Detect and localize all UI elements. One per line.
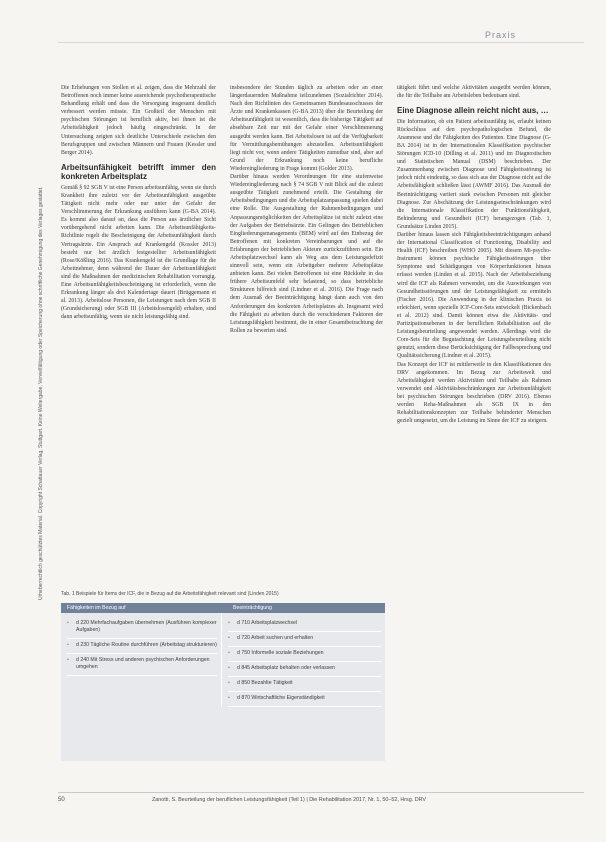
table-caption: Tab. 1 Beispiele für Items der ICF, die in Bezug auf die Arbeitsfähigkeit relevant sind (Linden 2015) bbox=[61, 591, 279, 597]
bullet-icon: • bbox=[228, 635, 230, 641]
section-heading: Eine Diagnose allein reicht nicht aus, … bbox=[397, 106, 549, 116]
bullet-icon: • bbox=[228, 620, 230, 626]
bullet-icon: • bbox=[228, 680, 230, 686]
paragraph: Darüber hinaus lassen sich Fähigkeitsbeeinträchtigungen anhand der International Classification of Functioning, Disability and Health (ICF) beschreiben (WHO 2005). Mit diesem Mi-psycho-Instrument können psychische Fähigkeitsstörungen über Symptome und Schädigungen von Körperfunktionen hinaus erfasst werden (Linden et al. 2015). Nach der Arbeitsbeziehung wird die ICF als Rahmen verwendet, um die Auswirkungen von Gesundheitsstörungen und der Leistungsfähigkeit zu ermitteln (Fischer 2016). Die Anwendung in der klinischen Praxis ist erleichtert, wenn spezielle ICF-Core-Sets entwickelt (Bickenbach et al. 2012) sind. Damit können etwa die Aktivitäts- und Partizipationsebenen in der beruflichen Rehabilitation auf die Leistungsbeurteilung angewendet werden. Allerdings wird die Core-Sets für die Begutachtung der Leistungsbeurteilung nicht genutzt, sondern diese Berücksichtigung der Fallbesprechung und Qualitätssicherung (Lindner et al. 2015). bbox=[397, 232, 551, 360]
column-1 bbox=[61, 84, 216, 484]
footer-divider bbox=[58, 792, 584, 793]
table-row bbox=[228, 662, 381, 677]
column-2 bbox=[230, 84, 383, 482]
table-header-right: Beeinträchtigung bbox=[233, 605, 272, 611]
table-cell: d 220 Mehrfachaufgaben übernehmen (Ausführen komplexer Aufgaben) bbox=[76, 620, 217, 633]
table-row bbox=[228, 692, 381, 707]
table-body bbox=[61, 613, 385, 707]
page-number: 50 bbox=[58, 797, 65, 803]
table-column-left bbox=[61, 613, 221, 707]
paragraph: Das Konzept der ICF ist mittlerweile in den Klassifikationen des DRV angekommen. Im Bezug zur Arbeitswelt und Arbeitsfähigkeit werden Aktivitäten und Teilhabe als Rahmen verwendet und Aktivitätsbeschränkungen zur Arbeitsunfähigkeit bei psychischen Störungen beschrieben (DRV 2016). Ebenso werden Reha-Maßnahmen als SGB IX in den Rehabilitationskonzepten zur Teilhabe behinderter Menschen gezielt umgesetzt, um die Leistung im Sinne der ICF zu steigern. bbox=[397, 361, 551, 425]
table-cell: d 850 Bezahlte Tätigkeit bbox=[237, 680, 293, 686]
copyright-notice: Urheberrechtlich geschütztes Material. Copyright Schattauer Verlag, Stuttgart. Keine Weitergabe, Vervielfältigung oder Speicherung ohne schriftliche Genehmigung des Verlages gestattet. bbox=[38, 186, 44, 600]
bullet-icon: • bbox=[67, 642, 69, 648]
table-cell: d 750 Informelle soziale Beziehungen bbox=[237, 650, 324, 656]
bullet-icon: • bbox=[67, 657, 69, 663]
table-row bbox=[67, 654, 217, 676]
table-row bbox=[67, 639, 217, 654]
paragraph: Die Erhebungen von Stollen et al. zeigen, dass die Mehrzahl der Betroffenen noch immer keine ausreichende psychotherapeutische Behandlung erhält und dass die Versorgung insgesamt deutlich verbessert werden müsste. Ein Großteil der Menschen mit psychischen Störungen ist beruflich aktiv, bei ihnen ist die Arbeitsfähigkeit jedoch häufig eingeschränkt. In der Untersuchung zeigten sich deutliche Unterschiede zwischen den Berufsgruppen und zwischen Männern und Frauen (Kessler und Berger 2014). bbox=[61, 85, 216, 156]
header-divider bbox=[58, 42, 584, 43]
paragraph: tätigkeit führt und welche Aktivitäten ausgeübt werden können, die für die Teilhabe am Arbeitsleben bedeutsam sind. bbox=[397, 85, 551, 100]
bullet-icon: • bbox=[228, 665, 230, 671]
paragraph: Darüber hinaus werden Verordnungen für eine stufenweise Wiedereingliederung nach § 74 SGB V mit Blick auf die zuletzt ausgeübte Tätigkeit zunehmend erteilt. Die Gestaltung der Arbeitsbedingungen und die Arbeitsplatzanpassung spielen dabei eine Rolle. Die Ausgestaltung der Rahmenbedingungen und Anpassungsmöglichkeiten der Arbeitsplätze ist nicht zuletzt eine der Aufgaben der Betriebsärzte. Ein Gelingen des Betrieblichen Eingliederungsmanagements (BEM) wird auf den Einbezug der Betroffenen mit konkreten Vereinbarungen und auf die Erfahrungen der betrieblichen Akteure zurückzuführen sein. Ein Arbeitsplatzwechsel kann als Weg aus dem Leistungsdefizit sinnvoll sein, wenn ein Arbeitgeber mehrere Arbeitsplätze anbieten kann. Bei vielen Betroffenen ist eine Rückkehr in das frühere Arbeitsumfeld sehr belastend, so dass betriebliche Strukturen hilfreich sind (Lindner et al. 2016). Die Frage nach dem Ausmaß der Beeinträchtigung hängt dann auch von den Anforderungen des konkreten Arbeitsplatzes ab. Insgesamt wird die Fähigkeit zu arbeiten durch die verschiedenen Faktoren der Leistungsfähigkeit bestimmt, die in einer Gesamtbetrachtung der Rollen zu bewerten sind. bbox=[230, 174, 383, 334]
section-header: Praxis bbox=[484, 30, 516, 40]
table-row bbox=[228, 617, 381, 632]
table-cell: d 720 Arbeit suchen und erhalten bbox=[237, 635, 314, 641]
table-cell: d 870 Wirtschaftliche Eigenständigkeit bbox=[237, 695, 325, 701]
table-cell: d 230 Tägliche Routine durchführen (Arbeitstag strukturieren) bbox=[76, 642, 217, 648]
table-row bbox=[228, 632, 381, 647]
table-cell: d 710 Arbeitsplatzwechsel bbox=[237, 620, 297, 626]
bullet-icon: • bbox=[67, 620, 69, 626]
section-heading: Arbeitsunfähigkeit betrifft immer den konkreten Arbeitsplatz bbox=[61, 162, 216, 182]
paragraph: Gemäß § 92 SGB V ist eine Person arbeitsunfähig, wenn sie durch Krankheit ihre zuletzt vor der Arbeitsunfähigkeit ausgeübte Tätigkeit nicht mehr oder nur unter der Gefahr der Verschlimmerung der Erkrankung ausführen kann (G-BA 2014). Es kommt also darauf an, dass die Person aus ärztlicher Sicht vorübergehend nicht arbeiten kann. Die Arbeitsunfähigkeits-Richtlinie regelt die Bescheinigung der Arbeitsunfähigkeit durch Vertragsärzte. Ein Anspruch auf Krankengeld (Kossler 2013) besteht nur bei ärztlich festgestellter Arbeitsunfähigkeit (Rose/Kößling 2016). Das Krankengeld ist die Grundlage für die Arbeitnehmer, denn während der Dauer der Arbeitsunfähigkeit sind die Maßnahmen der medizinischen Rehabilitation vorrangig. Eine Arbeitsunfähigkeitsbescheinigung ist erforderlich, wenn die Erkrankung länger als drei Kalendertage dauert (Brüggemann et al. 2013). Arbeitslose Personen, die Leistungen nach dem SGB II (Grundsicherung) oder SGB III (Arbeitslosengeld) erhalten, sind dann arbeitsunfähig, wenn sie nicht leistungsfähig sind. bbox=[61, 184, 216, 321]
bullet-icon: • bbox=[228, 695, 230, 701]
bullet-icon: • bbox=[228, 650, 230, 656]
table-header-left: Fähigkeiten im Bezug auf bbox=[67, 605, 126, 611]
table-row bbox=[228, 677, 381, 692]
paragraph: Die Information, ob ein Patient arbeitsunfähig ist, erlaubt keinen Rückschluss auf den psychopathologischen Befund, die Anamnese und die Fähigkeiten des Patienten. Eine Diagnose (G-BA 2014) ist in der Internationalen Klassifikation psychischer Störungen ICD-10 (Dilling et al. 2011) und im Diagnostischen und Statistischen Manual (DSM) beschrieben. Der Zusammenhang zwischen Diagnose und Fähigkeitsstörung ist jedoch nicht eindeutig, so dass sich aus der Diagnose nicht auf die Arbeitsfähigkeit schließen lässt (AWMF 2016). Das Ausmaß der Beeinträchtigung variiert stark zwischen Personen mit gleicher Diagnose. Zur Abschätzung der Leistungseinschränkungen wird die Internationale Klassifikation der Funktionsfähigkeit, Behinderung und Gesundheit (ICF) herangezogen (Tab. 1, Grundsätze Linden 2015). bbox=[397, 118, 551, 230]
table-row bbox=[228, 647, 381, 662]
citation-line: Zanotti, S. Beurteilung der beruflichen Leistungsfähigkeit (Teil 1) | Die Rehabilitation 2017, Nr. 1, 50–52, Hrsg. DRV bbox=[152, 797, 426, 803]
paragraph: insbesondere der Stunden täglich zu arbeiten oder an einer längerdauernden Maßnahme teilzunehmen (Sozialrichter 2014). Nach den Richtlinien des Gemeinsamen Bundesausschusses der Ärzte und Krankenkassen (G-BA 2013) über die Beurteilung der Arbeitsunfähigkeit ist wesentlich, dass die bisherige Tätigkeit auf absehbare Zeit nur mit der Gefahr einer Verschlimmerung ausgeübt werden kann. Bei Arbeitslosen ist auf die Verfügbarkeit für Vermittlungsbemühungen abzustellen. Arbeitsunfähigkeit liegt nicht vor, wenn andere Tätigkeiten zumutbar sind, aber auf Grund der Erkrankung noch keine berufliche Wiedereingliederung in Frage kommt (Golder 2013). bbox=[230, 85, 383, 172]
table-header bbox=[61, 603, 385, 613]
table-row bbox=[67, 617, 217, 639]
table-cell: d 845 Arbeitsplatz behalten oder verlassen bbox=[237, 665, 336, 671]
icf-table bbox=[61, 603, 385, 761]
table-column-right bbox=[221, 613, 385, 707]
column-3 bbox=[397, 84, 551, 824]
table-cell: d 240 Mit Stress und anderen psychischen Anforderungen umgehen bbox=[76, 657, 210, 670]
